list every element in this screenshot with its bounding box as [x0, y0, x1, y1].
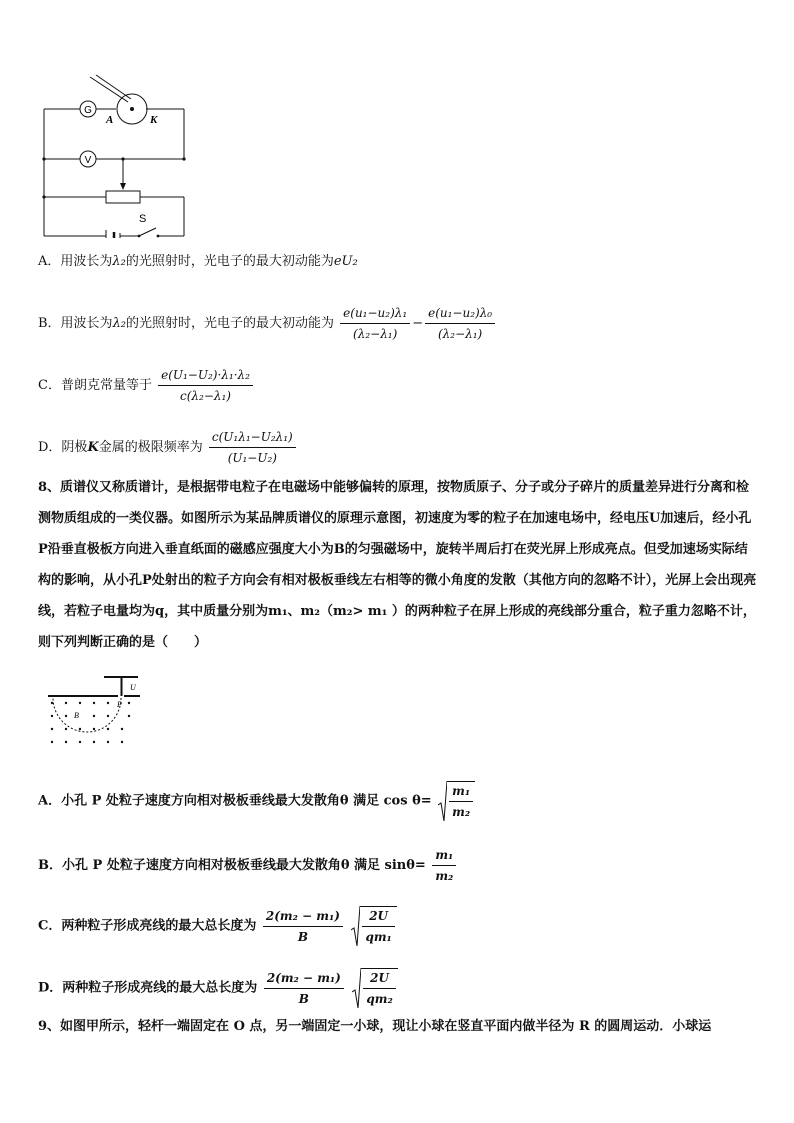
q8-option-c: C．两种粒子形成亮线的最大总长度为 $\frac{\text{2(m₂ − m₁)}}{B}$ $\frac{2U}{\text{qm₁}}$	[38, 906, 397, 946]
q8-stem: 8、质谱仪又称质谱计，是根据带电粒子在电磁场中能够偏转的原理，按物质原子、分子或分子碎片的质量差异进行分离和检测物质组成的一类仪器。如图所示为某品牌质谱仪的原理示意图，初速度为零的粒子在加速电场中，经电压U加速后，经小孔P沿垂直极板方向进入垂直纸面的磁感应强度大小为B的匀强磁场中，旋转半周后打在荧光屏上形成亮点。但受加速场实际结构的影响，从小孔P处射出的粒子方向会有相对极板垂线左右相等的微小角度的发散（其他方向的忽略不计），光屏上会出现亮线，若粒子电量均为q，其中质量分别为m₁、m₂（m₂> m₁ ）的两种粒子在屏上形成的亮线部分重合，粒子重力忽略不计，则下列判断正确的是（ ）	[38, 480, 757, 650]
galvanometer-label: G	[84, 105, 92, 116]
q7-option-c: C．普朗克常量等于 $\frac{\text{e(U₁−U₂)·λ₁·λ₂}}{\text{c(λ₂−λ₁)}}$	[38, 366, 255, 405]
anode-label: A	[106, 114, 114, 126]
mass-spectrometer-diagram	[44, 672, 144, 748]
q7-option-d: D．阴极K金属的极限频率为 $\frac{\text{c(U₁λ₁−U₂λ₁)}}{\text{(U₁−U₂)}}$	[38, 428, 298, 467]
voltage-label: U	[130, 683, 136, 692]
q9-stem: 9、如图甲所示，轻杆一端固定在 O 点，另一端固定一小球，现让小球在竖直平面内做半径为 R 的圆周运动．小球运	[38, 1019, 712, 1034]
hole-label: P	[117, 700, 122, 709]
field-label: B	[74, 711, 79, 720]
q8-option-a: A．小孔 P 处粒子速度方向相对极板垂线最大发散角θ 满足 cos θ= $\frac{\text{m₁}}{\text{m₂}}$	[38, 781, 475, 821]
photoelectric-circuit-diagram	[36, 72, 196, 238]
q7-option-a: A．用波长为λ₂的光照射时，光电子的最大初动能为eU₂	[38, 254, 358, 269]
q7-option-b: B．用波长为λ₂的光照射时，光电子的最大初动能为 $\frac{\text{e(u₁−u₂)λ₁}}{\text{(λ₂−λ₁)}}$ − $\frac{\text{e(u₁−u₂)λ₀}}{\text{(λ₂−λ₁)}}$	[38, 304, 497, 343]
voltmeter-label: V	[84, 155, 92, 166]
q8-option-b: B．小孔 P 处粒子速度方向相对极板垂线最大发散角θ 满足 sinθ= $\frac{\text{m₁}}{\text{m₂}}$	[38, 846, 458, 885]
q8-option-d: D．两种粒子形成亮线的最大总长度为 $\frac{\text{2(m₂ − m₁)}}{B}$ $\frac{2U}{\text{qm₂}}$	[38, 968, 398, 1008]
switch-label: S	[139, 213, 147, 225]
cathode-label: K	[150, 114, 158, 126]
